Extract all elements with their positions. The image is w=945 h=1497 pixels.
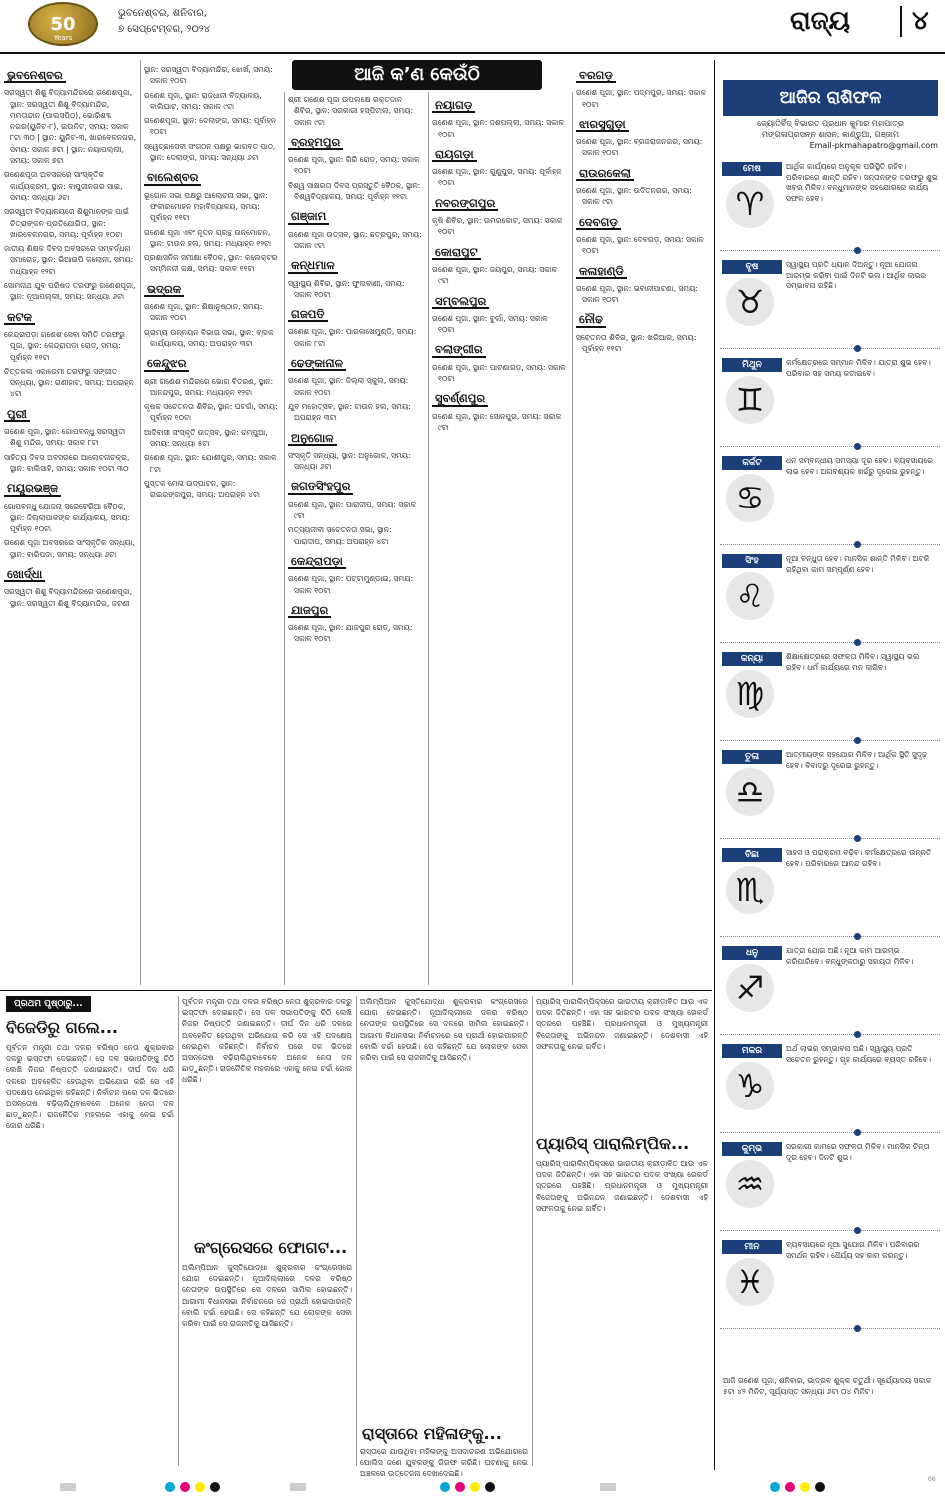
event-item: କେନ୍ଦ୍ରାପଡ଼ା ଗଣେଶ ସେବା ସମିତି ତରଫରୁ ପୂଜା, ସ୍ଥାନ: କେନ୍ଦ୍ରାପଡ଼ା ରୋଡ୍, ସମୟ: ପୂର୍ବାହ୍ନ ୧୧ଟା	[4, 329, 125, 362]
header-date: ୭ ସେପ୍ଟେମ୍ବର, ୨୦୨୪	[118, 24, 211, 35]
logo-years-sub: Years	[53, 34, 73, 42]
event-item: ଗଣେଶ ପୂଜା, ସ୍ଥାନ: ପାରାଦୀପ, ସମୟ: ସକାଳ ୯ଟା	[288, 499, 417, 521]
event-item: ଜାତୀୟ ଶିକ୍ଷକ ଦିବସ ଅବସରରେ ସମ୍ବର୍ଦ୍ଧନା ସମାରୋହ, ସ୍ଥାନ: ଭିଆଇପି କଲୋନୀ, ସମୟ: ମଧ୍ୟାହ୍ନ ୧୨ଟା	[4, 244, 134, 276]
zodiac-separator	[720, 544, 940, 545]
header-rule	[0, 52, 945, 54]
register-dot	[800, 1482, 810, 1492]
rashiphala-title: ଆଜିର ରାଶିଫଳ	[723, 80, 938, 116]
zodiac-separator	[720, 1230, 940, 1231]
story-headline[interactable]: ପ୍ୟାରିସ୍‌ ପାରାଲିମ୍ପିକ...	[536, 1134, 690, 1153]
zodiac-separator	[720, 838, 940, 839]
city-heading: କଟକ	[4, 312, 35, 325]
zodiac-entry	[720, 652, 940, 742]
astrologer-name: ଜ୍ୟୋତିର୍ବିଦ୍‌ ବିଭାରତ ପ୍ରଧାନ କୁମାର ମହାପାତ୍ର	[757, 119, 904, 128]
continued-tag: ପ୍ରଥମ ପୃଷ୍ଠାରୁ...	[6, 996, 91, 1012]
event-item: ଗଣେଶ ପୂଜା ଏବଂ ନୂତନ ଗ୍ରନ୍ଥ ଉନ୍ମୋଚନ, ସ୍ଥାନ: ଟାଉନ ହଲ, ସମୟ: ମଧ୍ୟାହ୍ନ ୧୨ଟା	[144, 227, 272, 248]
events-column	[576, 64, 710, 985]
city-heading: ଖୋର୍ଦ୍ଧା	[4, 569, 45, 582]
story-body: ଅଲିମ୍ପିଆନ କୁସ୍ତିଯୋଦ୍ଧା ଶୁକ୍ରବାର କଂଗ୍ରେସରେ ଯୋଗ ଦେଇଛନ୍ତି। ନୂଆଦିଲ୍ଲୀରେ ଦଳର ବରିଷ୍ଠ ନେତାଙ୍କ ଉପସ୍ଥିତିରେ ସେ ଦଳରେ ସାମିଲ ହୋଇଛନ୍ତି। ଆଗାମୀ ବିଧାନସଭା ନିର୍ବାଚନରେ ସେ ପ୍ରାର୍ଥୀ ହୋଇପାରନ୍ତି ବୋଲି ଚର୍ଚ୍ଚା ହେଉଛି। ସେ କହିଛନ୍ତି ଯେ ଲୋକଙ୍କ ସେବା କରିବା ପାଇଁ ସେ ରାଜନୀତିକୁ ଆସିଛନ୍ତି।	[182, 1263, 352, 1329]
register-dot	[485, 1482, 495, 1492]
city-heading: ବରଗଡ଼	[576, 70, 616, 83]
zodiac-entry	[720, 554, 940, 644]
zodiac-entry	[720, 358, 940, 448]
city-heading: ରାୟଗଡ଼ା	[432, 149, 477, 162]
twins-icon: ♊	[726, 376, 774, 424]
event-item: କୃଷି ଶିବିର, ସ୍ଥାନ: ଉମରକୋଟ, ସମୟ: ସକାଳ ୧୦ଟା	[432, 216, 563, 237]
column-divider	[572, 92, 573, 985]
events-banner: ଆଜି କ’ଣ କେଉଁଠି	[292, 60, 542, 90]
city-heading: କୋରାପୁଟ	[432, 247, 481, 260]
almanac-note: ଆଜି ଗଣେଶ ପୂଜା, ଶନିବାର, ଭାଦ୍ରବ ଶୁକ୍ଳ ଚତୁର୍ଥୀ। ସୂର୍ଯ୍ୟୋଦୟ ସକାଳ ୫ଟା ୪୨ ମିନିଟ, ସୂର୍ଯ୍ୟାସ୍ତ ସନ୍ଧ୍ୟା ୬ଟା ୦୪ ମିନିଟ।	[723, 1376, 932, 1396]
event-item: ସଂସ୍କୃତି ସନ୍ଧ୍ୟା, ସ୍ଥାନ: ଅନୁଗୋଳ, ସମୟ: ସନ୍ଧ୍ୟା ୬ଟା	[288, 450, 411, 472]
event-item: ସ୍ଥାନ: ସରସ୍ୱତୀ ବିଦ୍ୟାମନ୍ଦିର, ଝୋର୍ଖ, ସମୟ: ସକାଳ ୧୦ଟା	[144, 65, 273, 86]
event-item: ଯୁବ ମହୋତ୍ସବ, ସ୍ଥାନ: ଟାଉନ ହଲ, ସମୟ: ଅପରାହ୍ନ ୩ଟା	[288, 401, 411, 423]
astrologer-email[interactable]: Email-pkmahapatro@gmail.com	[809, 141, 938, 150]
zodiac-name: ତୁଳା	[722, 750, 782, 764]
zodiac-separator	[720, 936, 940, 937]
register-dot	[195, 1482, 205, 1492]
events-column	[4, 64, 138, 985]
city-heading: ଯାଜପୁର	[288, 605, 331, 618]
zodiac-prediction: ନୂଆ ବନ୍ଧୁତା ହେବ। ମାନସିକ ଶାନ୍ତି ମିଳିବ। ଅଟକି ରହିଥିବା କାମ ସମ୍ପୂର୍ଣ୍ଣ ହେବ।	[786, 554, 930, 574]
scales-icon: ♎	[726, 768, 774, 816]
zodiac-separator	[720, 1132, 940, 1133]
zodiac-name: କର୍କଟ	[722, 456, 782, 470]
city-heading: ଭଦ୍ରକ	[144, 284, 184, 297]
event-item: ଗଣେଶ ପୂଜା, ସ୍ଥାନ: ବ୍ରଜରାଜନଗର, ସମୟ: ସକାଳ ୧୦ଟା	[576, 137, 703, 158]
event-item: ଗଣେଶ ପୂଜା, ସ୍ଥାନ: ଉଦିତନଗର, ସମୟ: ସକାଳ ୯ଟା	[576, 186, 692, 207]
event-item: ଶ୍ରୀ ଗଣେଶ ମନ୍ଦିରରେ ଭୋଗ ବିତରଣ, ସ୍ଥାନ: ଆନନ୍ଦପୁର, ସମୟ: ମଧ୍ୟାହ୍ନ ୧୨ଟା	[144, 376, 274, 397]
events-column	[144, 64, 278, 985]
event-item: ଗଣେଶ ପୂଜା, ସ୍ଥାନ: ଯାଜପୁର ରୋଡ୍, ସମୟ: ସକାଳ ୧୦ଟା	[288, 623, 413, 644]
zodiac-entry	[720, 1142, 940, 1232]
event-item: ସୋମନାଥ ଯୁବ ପରିଷଦ ତରଫରୁ ଗଣେଶପୂଜା, ସ୍ଥାନ: ନୂଆପଲ୍ଲୀ, ସମୟ: ସନ୍ଧ୍ୟା ୬ଟା	[4, 281, 136, 302]
event-item: ଗଣେଶ ପୂଜା, ସ୍ଥାନ: ବୁର୍ଲା, ସମୟ: ସକାଳ ୧୦ଟା	[432, 313, 548, 335]
event-item: ଗଣେଶ ପୂଜା, ସ୍ଥାନ: ଯୋଶୀପୁର, ସମୟ: ସକାଳ ୮ଟା	[144, 453, 277, 474]
water-bearer-icon: ♒	[726, 1160, 774, 1208]
city-heading: କେନ୍ଦୁଝର	[144, 358, 189, 371]
event-item: ଗଣେଶ ପୂଜା, ସ୍ଥାନ: ଗିରି ରୋଡ଼, ସମୟ: ସକାଳ ୧୦ଟା	[288, 155, 420, 176]
city-heading: ମୟୂରଭଞ୍ଜ	[4, 483, 61, 496]
archer-icon: ♐	[726, 964, 774, 1012]
separator-dot	[854, 1129, 861, 1136]
zodiac-entry	[720, 1044, 940, 1134]
bull-icon: ♉	[726, 278, 774, 326]
event-item: ଗଣେଶ ପୂଜା, ସ୍ଥାନ: ଗୋପବନ୍ଧୁ ସରସ୍ୱତୀ ଶିଶୁ ମନ୍ଦିର, ସମୟ: ସକାଳ ୮ଟା	[4, 427, 126, 448]
register-dot	[440, 1482, 450, 1492]
city-heading: ସୁବର୍ଣ୍ଣପୁର	[432, 393, 488, 406]
city-heading: ଢେଙ୍କାନାଳ	[288, 358, 346, 371]
page-number: ୪	[900, 6, 929, 37]
zodiac-prediction: ଅର୍ଥ ଲାଭର ସମ୍ଭାବନା ଅଛି। ସ୍ୱାସ୍ଥ୍ୟ ପ୍ରତି ସଚେତନ ରୁହନ୍ତୁ। ଗୃହ କାର୍ଯ୍ୟରେ ବ୍ୟସ୍ତ ରହିବେ।	[786, 1044, 932, 1064]
zodiac-entry	[720, 456, 940, 546]
event-item: ସରସ୍ୱତୀ ଶିଶୁ ବିଦ୍ୟାମନ୍ଦିରରେ ଗଣେଶପୂଜା, ସ୍ଥାନ: ସରସ୍ୱତୀ ଶିଶୁ ବିଦ୍ୟାମନ୍ଦିର, ମମତାନ୍ଦାନ (ପାଲସପିଠ), ଭୋରିଶବ୍ଦ ନଗର(ୟୁନିଟ-୮), ଇଉନିଟ, ସମୟ: ସକାଳ ୮ଟା ୩୦ | ସ୍ଥାନ: ୟୁନିଟ-୩, ଖାରବେଳନଗର, ସମୟ: ସକାଳ ୭ଟା | ସ୍ଥାନ: ନୟାପଲ୍ଲୀ, ସମୟ: ସକାଳ ୭ଟା	[4, 88, 137, 166]
masthead	[0, 0, 945, 50]
zodiac-prediction: ବ୍ୟବସାୟରେ ନୂଆ ସୁଯୋଗ ମିଳିବ। ପରିବାରର ସମର୍ଥନ ରହିବ। ଧୈର୍ଯ୍ୟ ସହ କାମ କରନ୍ତୁ।	[786, 1240, 920, 1260]
column-divider	[284, 92, 285, 985]
zodiac-prediction: ଆର୍ଥିକ କାର୍ଯ୍ୟରେ ଅନୁକୂଳ ପରିସ୍ଥିତି ରହିବ। ପରିବାରରେ ଶାନ୍ତି ରହିବ। ସନ୍ତାନଙ୍କ ତରଫରୁ ଶୁଭ ଖବର ମିଳିବ। ବନ୍ଧୁମାନଙ୍କ ସହଯୋଗରେ କାର୍ଯ୍ୟ ସଫଳ ହେବ।	[786, 162, 938, 203]
event-item: ଆଦିବାସୀ ସଂସ୍କୃତି ଉତ୍ସବ, ସ୍ଥାନ: ଚମ୍ପୁଆ, ସମୟ: ସନ୍ଧ୍ୟା ୫ଟା	[144, 427, 268, 449]
event-item: ଗଣେଶପୂଜା ଅବସରରେ ସାଂସ୍କୃତିକ କାର୍ଯ୍ୟକ୍ରମ, ସ୍ଥାନ: ବାପୁଜୀନଗର ସାଇ, ସମୟ: ସନ୍ଧ୍ୟା ୬ଟା	[4, 170, 123, 202]
zodiac-entry	[720, 260, 940, 350]
city-heading: ରାଉରକେଲା	[576, 168, 634, 181]
zodiac-entry	[720, 162, 940, 252]
separator-dot	[854, 541, 861, 548]
zodiac-name: ଧନୁ	[722, 946, 782, 960]
event-item: ସରସ୍ୱତୀ ଶିଶୁ ବିଦ୍ୟାମନ୍ଦିରରେ ଗଣେଶପୂଜା, ସ୍ଥାନ: ସରସ୍ୱତୀ ଶିଶୁ ବିଦ୍ୟାମନ୍ଦିର, ଜଟଣୀ	[4, 587, 133, 608]
event-item: ଗଣେଶପୂଜା, ସ୍ଥାନ: ଦେଲାଙ୍ଗ, ସମୟ: ପୂର୍ବାହ୍ନ ୧୦ଟା	[144, 116, 277, 137]
crab-icon: ♋	[726, 474, 774, 522]
column-divider	[356, 996, 357, 1466]
zodiac-entry	[720, 750, 940, 840]
event-item: ଗଣେଶ ପୂଜା, ସ୍ଥାନ: ପଦ୍ମପୁର, ସମୟ: ସକାଳ ୧୦ଟା	[576, 88, 707, 109]
event-item: ସରସ୍ୱତୀ ବିଦ୍ୟାଳୟରେ ଶିଶୁମାନଙ୍କ ପାଇଁ ଚିତ୍ରାଙ୍କନ ପ୍ରତିଯୋଗିତା, ସ୍ଥାନ: ଖାରବେଳନଗର, ସମୟ: ପୂର୍ବାହ୍ନ ୧୦ଟା	[4, 207, 129, 239]
event-item: ଶ୍ରୀ ଗଣେଶ ପୂଜା ଉପଲକ୍ଷେ ରକ୍ତଦାନ ଶିବିର, ସ୍ଥାନ: ସରକାରୀ ହସ୍ପିଟାଲ, ସମୟ: ସକାଳ ୯ଟା	[288, 95, 414, 127]
zodiac-entry	[720, 1240, 940, 1330]
story-body: ପ୍ୟାରିସ୍‌ ପାରାଲିମ୍ପିକ୍ସରେ ଭାରତୀୟ କ୍ରୀଡ଼ାବିତ ଆଉ ଏକ ପଦକ ଜିତିଛନ୍ତି। ଏହା ସହ ଭାରତର ପଦକ ସଂଖ୍ୟା ରେକର୍ଡ ସ୍ତରରେ ପହଞ୍ଚିଛି। ପ୍ରଧାନମନ୍ତ୍ରୀ ଓ ମୁଖ୍ୟମନ୍ତ୍ରୀ ବିଜେତାଙ୍କୁ ଅଭିନନ୍ଦନ ଜଣାଇଛନ୍ତି। ଦେଶବାସୀ ଏହି ସଫଳତାକୁ ନେଇ ଗର୍ବିତ।	[536, 1159, 708, 1213]
event-item: ଗଣେଶ ପୂଜା, ସ୍ଥାନ: ଜୟପୁର, ସମୟ: ସକାଳ ୯ଟା	[432, 264, 558, 286]
column-divider	[532, 996, 533, 1466]
register-dot	[470, 1482, 480, 1492]
story-body: ପ୍ୟାରିସ୍‌ ପାରାଲିମ୍ପିକ୍ସରେ ଭାରତୀୟ କ୍ରୀଡ଼ାବିତ ଆଉ ଏକ ପଦକ ଜିତିଛନ୍ତି। ଏହା ସହ ଭାରତର ପଦକ ସଂଖ୍ୟା ରେକର୍ଡ ସ୍ତରରେ ପହଞ୍ଚିଛି। ପ୍ରଧାନମନ୍ତ୍ରୀ ଓ ମୁଖ୍ୟମନ୍ତ୍ରୀ ବିଜେତାଙ୍କୁ ଅଭିନନ୍ଦନ ଜଣାଇଛନ୍ତି। ଦେଶବାସୀ ଏହି ସଫଳତାକୁ ନେଇ ଗର୍ବିତ।	[536, 997, 708, 1051]
logo-years: 50	[50, 14, 76, 35]
separator-dot	[854, 835, 861, 842]
maiden-icon: ♍	[726, 670, 774, 718]
event-item: ଭୂଗୋଳ ସଭା ପକ୍ଷରୁ ଆଲୋଚନା ସଭା, ସ୍ଥାନ: ଫକୀରମୋହନ ମହାବିଦ୍ୟାଳୟ, ସମୟ: ପୂର୍ବାହ୍ନ ୧୧ଟା	[144, 190, 268, 223]
city-heading: ଭୁବନେଶ୍ବର	[4, 70, 66, 83]
event-item: ଗଣେଶ ପୂଜା ଅବସରରେ ସାଂସ୍କୃତିକ ସନ୍ଧ୍ୟା, ସ୍ଥାନ: ବାରିପଦା, ସମୟ: ସନ୍ଧ୍ୟା ୬ଟା	[4, 538, 135, 559]
zodiac-prediction: ଯାତ୍ରା ଯୋଗ ଅଛି। ନୂଆ କାମ ଆରମ୍ଭ କରିପାରିବେ। ବନ୍ଧୁଙ୍କଠାରୁ ସହାୟତା ମିଳିବ।	[786, 946, 914, 966]
event-item: ଗଣେଶ ପୂଜା, ସ୍ଥାନ: ପାରଳାଖେମୁଣ୍ଡି, ସମୟ: ସକାଳ ୮ଟା	[288, 327, 417, 348]
zodiac-prediction: ଶିକ୍ଷାକ୍ଷେତ୍ରରେ ସଫଳତା ମିଳିବ। ସ୍ୱାସ୍ଥ୍ୟ ଭଲ ରହିବ। ଧର୍ମ କାର୍ଯ୍ୟରେ ମନ ଲାଗିବ।	[786, 652, 920, 672]
header-city-day: ଭୁବନେଶ୍ବର, ଶନିବାର,	[118, 8, 207, 19]
separator-dot	[854, 1031, 861, 1038]
city-heading: ବାଲେଶ୍ବର	[144, 172, 201, 185]
story-body: ରାସ୍ତାରେ ଯାଉଥିବା ମହିଳାଙ୍କୁ ଅସଦାଚରଣ ଅଭିଯୋଗରେ ପୋଲିସ ଜଣେ ଯୁବକଙ୍କୁ ଗିରଫ କରିଛି। ଘଟଣାକୁ ନେଇ ଅଞ୍ଚଳରେ ଉତ୍ତେଜନା ଦେଖାଦେଇଛି।	[360, 1447, 528, 1479]
zodiac-name: ମିଥୁନ	[722, 358, 782, 372]
separator-dot	[854, 737, 861, 744]
events-column	[288, 94, 422, 985]
column-divider	[178, 996, 179, 1466]
event-item: ଚିତ୍ତକଳା ଏକାଡେମୀ ତରଫରୁ ସଙ୍ଗୀତ ସନ୍ଧ୍ୟା, ସ୍ଥାନ: ରାଣୀହାଟ, ସମୟ: ଅପରାହ୍ନ ୪ଟା	[4, 366, 134, 399]
zodiac-name: ବୃଷ	[722, 260, 782, 274]
zodiac-name: କନ୍ୟା	[722, 652, 782, 666]
event-item: ଗଣେଶ ପୂଜା, ସ୍ଥାନ: ଶିକ୍ଷାନୁଷ୍ଠାନ, ସମୟ: ସକାଳ ୧୦ଟା	[144, 302, 263, 323]
register-dot	[770, 1482, 780, 1492]
event-item: ଗଣେଶ ପୂଜା, ସ୍ଥାନ: ଜିଲ୍ଲା ସ୍କୁଲ, ସମୟ: ସକାଳ ୧୦ଟା	[288, 376, 409, 397]
zodiac-separator	[720, 348, 940, 349]
event-item: ଗ୍ରାମ୍ୟ ଉନ୍ନୟନ ବିଭାଗ ସଭା, ସ୍ଥାନ: ବ୍ଲକ କାର୍ଯ୍ୟାଳୟ, ସମୟ: ଅପରାହ୍ନ ୩ଟା	[144, 327, 274, 348]
event-item: ଗଣେଶ ପୂଜା, ସ୍ଥାନ: ପାଟଣାଗଡ଼, ସମୟ: ସକାଳ ୧୦ଟା	[432, 362, 566, 384]
zodiac-name: ମକର	[722, 1044, 782, 1058]
astrologer-address: ମଙ୍ଗଳାପ୍ରସନ୍ନ ଶାସନ, କାଣ୍ଡୁଆ, ଗଞ୍ଜାମ	[762, 130, 899, 139]
anniversary-logo	[28, 2, 98, 46]
event-item: ସ୍ୱେଚ୍ଛାସେବୀ ସଂଗଠନ ପକ୍ଷରୁ ଭାଗବତ ପାଠ, ସ୍ଥାନ: ଦେଲାଙ୍ଗ, ସମୟ: ସନ୍ଧ୍ୟା ୬ଟା	[144, 141, 276, 163]
fish-icon: ♓	[726, 1258, 774, 1306]
register-dot	[785, 1482, 795, 1492]
zodiac-name: ବିଛା	[722, 848, 782, 862]
event-item: ଗଣେଶ ପୂଜା, ସ୍ଥାନ: ଗୁଣୁପୁର, ସମୟ: ପୂର୍ବାହ୍ନ ୧୦ଟା	[432, 167, 562, 188]
register-dot	[165, 1482, 175, 1492]
zodiac-separator	[720, 446, 940, 447]
zodiac-prediction: କର୍ମକ୍ଷେତ୍ରରେ ସମ୍ମାନ ମିଳିବ। ଯାତ୍ରା ଶୁଭ ହେବ। ପରିବାର ସହ ସମୟ କଟାଇବେ।	[786, 358, 931, 378]
goat-icon: ♑	[726, 1062, 774, 1110]
event-item: ଗୋପବନ୍ଧୁ ଯୋଜନା ସରେଟେରିଆ ବୈଠକ, ସ୍ଥାନ: ଜିଲ୍ଲାପାଳଙ୍କ କାର୍ଯ୍ୟାଳୟ, ସମୟ: ପୂର୍ବାହ୍ନ ୧୦ଟା	[4, 501, 131, 534]
event-item: ଗଣେଶ ପୂଜା, ସ୍ଥାନ: ଦେବଗଡ଼, ସମୟ: ସକାଳ ୧୦ଟା	[576, 234, 704, 256]
events-column	[432, 94, 566, 985]
print-mark	[600, 1483, 616, 1491]
zodiac-prediction: ଆତ୍ମୀୟଙ୍କ ସହଯୋଗ ମିଳିବ। ଆର୍ଥିକ ସ୍ଥିତି ସୁଦୃଢ଼ ହେବ। ବିବାଦରୁ ଦୂରେଇ ରୁହନ୍ତୁ।	[786, 750, 928, 770]
city-heading: ଗଜପତି	[288, 309, 328, 322]
rashiphala-divider	[714, 60, 715, 1470]
city-heading: ବଲାଙ୍ଗୀର	[432, 344, 486, 357]
zodiac-name: ମୀନ	[722, 1240, 782, 1254]
separator-dot	[854, 345, 861, 352]
zodiac-name: ମେଷ	[722, 162, 782, 176]
zodiac-prediction: ସ୍ୱାସ୍ଥ୍ୟ ପ୍ରତି ଧ୍ୟାନ ଦିଅନ୍ତୁ। ନୂଆ ଯୋଜନା ଆରମ୍ଭ କରିବା ପାଇଁ ଦିନଟି ଭଲ। ଆର୍ଥିକ ଲାଭର ସମ୍ଭାବନା ରହିଛି।	[786, 260, 927, 290]
scorpion-icon: ♏	[726, 866, 774, 914]
register-dot	[455, 1482, 465, 1492]
zodiac-name: କୁମ୍ଭ	[722, 1142, 782, 1156]
register-dot	[815, 1482, 825, 1492]
register-dot	[210, 1482, 220, 1492]
city-heading: ଝାରସୁଗୁଡ଼ା	[576, 119, 629, 132]
section-rule	[0, 990, 712, 991]
zodiac-entry	[720, 946, 940, 1036]
separator-dot	[854, 443, 861, 450]
event-item: ସ୍ୱାସ୍ଥ୍ୟ ଶିବିର, ସ୍ଥାନ: ଫୁଲବାଣୀ, ସମୟ: ସକାଳ ୧୦ଟା	[288, 278, 405, 299]
separator-dot	[854, 639, 861, 646]
separator-dot	[854, 1325, 861, 1332]
event-item: ଗଣେଶ ପୂଜା, ସ୍ଥାନ: ରାଜଧାନୀ ବିଦ୍ୟାଳୟ, ବାଲିଘାଟ, ସମୟ: ସକାଳ ୯ଟା	[144, 90, 262, 111]
zodiac-name: ସିଂହ	[722, 554, 782, 568]
ram-icon: ♈	[726, 180, 774, 228]
event-item: ଗଣେଶ ପୂଜା, ସ୍ଥାନ: ଦଶପଲ୍ଲା, ସମୟ: ସକାଳ ୧୦ଟା	[432, 118, 565, 139]
zodiac-separator	[720, 1034, 940, 1035]
story-body: ପୂର୍ବତନ ମନ୍ତ୍ରୀ ତଥା ଦଳର ବରିଷ୍ଠ ନେତା ଶୁକ୍ରବାର ଦଳରୁ ଇସ୍ତଫା ଦେଇଛନ୍ତି। ସେ ଦଳ ସଭାପତିଙ୍କୁ ଚିଠି ଲେଖି ନିଜର ନିଷ୍ପତ୍ତି ଜଣାଇଛନ୍ତି। ଦୀର୍ଘ ଦିନ ଧରି ଦଳରେ ଅବହେଳିତ ହେଉଥିବା ଅଭିଯୋଗ କରି ସେ ଏହି ପଦକ୍ଷେପ ନେଇଥିବା କହିଛନ୍ତି। ନିର୍ବାଚନ ପରେ ଦଳ ଭିତରେ ଅସନ୍ତୋଷ ବଢ଼ିଚାଲିଥିବାବେଳେ ଅନେକ ନେତା ଦଳ ଛାଡ଼ୁଛନ୍ତି। ରାଜନୈତିକ ମହଲରେ ଏହାକୁ ନେଇ ଚର୍ଚ୍ଚା ଜୋର ଧରିଛି।	[6, 1043, 174, 1131]
separator-dot	[854, 933, 861, 940]
zodiac-prediction: ସରକାରୀ କାମରେ ସଫଳତା ମିଳିବ। ମାନସିକ ଚିନ୍ତା ଦୂର ହେବ। ଦିନଟି ଶୁଭ।	[786, 1142, 930, 1162]
city-heading: ବ୍ରହ୍ମପୁର	[288, 137, 343, 150]
city-heading: ଗଞ୍ଜାମ	[288, 211, 329, 224]
city-heading: ନୌଢ	[576, 314, 606, 327]
event-item: ସାହିତ୍ୟ ଦିବସ ଅବସରରେ ଆଲୋଚନାଚକ୍ର, ସ୍ଥାନ: ବାଲିସାହି, ସମୟ: ସକାଳ ୧୦ଟା ୩୦	[4, 452, 130, 473]
city-heading: ଦେବଗଡ଼	[576, 217, 621, 230]
event-item: ପ୍ରଶାସନିକ ସମୀକ୍ଷା ବୈଠକ, ସ୍ଥାନ: କଲେକ୍ଟର ସମ୍ମିଳନୀ କକ୍ଷ, ସମୟ: ସକାଳ ୧୧ଟା	[144, 253, 278, 274]
column-divider	[140, 60, 141, 985]
astrologer-info	[723, 118, 938, 151]
section-title: ରାଜ୍ୟ	[790, 6, 851, 36]
story-headline[interactable]: ବିଜେଡିରୁ ଗଲେ...	[6, 1018, 118, 1037]
zodiac-separator	[720, 740, 940, 741]
event-item: ସଚେତନତା ଶିବିର, ସ୍ଥାନ: ଖରିଆର, ସମୟ: ପୂର୍ବାହ୍ନ ୧୧ଟା	[576, 332, 697, 354]
print-mark	[60, 1483, 76, 1491]
print-footer	[0, 1474, 945, 1497]
zodiac-prediction: ସାହସ ଓ ପରାକ୍ରମ ବଢ଼ିବ। କର୍ମକ୍ଷେତ୍ରରେ ଉନ୍ନତି ହେବ। ପରିବାରରେ ଆନନ୍ଦ ରହିବ।	[786, 848, 932, 868]
page-code: 06	[928, 1476, 936, 1483]
print-mark	[290, 1483, 306, 1491]
city-heading: ସମ୍ବଲପୁର	[432, 296, 489, 309]
story-body: ଅଲିମ୍ପିଆନ କୁସ୍ତିଯୋଦ୍ଧା ଶୁକ୍ରବାର କଂଗ୍ରେସରେ ଯୋଗ ଦେଇଛନ୍ତି। ନୂଆଦିଲ୍ଲୀରେ ଦଳର ବରିଷ୍ଠ ନେତାଙ୍କ ଉପସ୍ଥିତିରେ ସେ ଦଳରେ ସାମିଲ ହୋଇଛନ୍ତି। ଆଗାମୀ ବିଧାନସଭା ନିର୍ବାଚନରେ ସେ ପ୍ରାର୍ଥୀ ହୋଇପାରନ୍ତି ବୋଲି ଚର୍ଚ୍ଚା ହେଉଛି। ସେ କହିଛନ୍ତି ଯେ ଲୋକଙ୍କ ସେବା କରିବା ପାଇଁ ସେ ରାଜନୀତିକୁ ଆସିଛନ୍ତି।	[360, 997, 528, 1063]
event-item: ପୁସ୍ତକ ମେଳା ଉଦ୍‌ଘାଟନ, ସ୍ଥାନ: ରାଇରଙ୍ଗପୁର, ସମୟ: ଅପରାହ୍ନ ୪ଟା	[144, 478, 261, 500]
city-heading: ଅନୁଗୋଳ	[288, 433, 337, 446]
zodiac-separator	[720, 250, 940, 251]
column-divider	[428, 92, 429, 985]
zodiac-entry	[720, 848, 940, 938]
lion-icon: ♌	[726, 572, 774, 620]
city-heading: ନୟାଗଡ଼	[432, 100, 475, 113]
city-heading: କଳାହାଣ୍ଡି	[576, 266, 627, 279]
city-heading: କନ୍ଧମାଳ	[288, 260, 338, 273]
story-headline[interactable]: ରାସ୍ତାରେ ମହିଳାଙ୍କୁ...	[362, 1424, 502, 1443]
story-body: ପୂର୍ବତନ ମନ୍ତ୍ରୀ ତଥା ଦଳର ବରିଷ୍ଠ ନେତା ଶୁକ୍ରବାର ଦଳରୁ ଇସ୍ତଫା ଦେଇଛନ୍ତି। ସେ ଦଳ ସଭାପତିଙ୍କୁ ଚିଠି ଲେଖି ନିଜର ନିଷ୍ପତ୍ତି ଜଣାଇଛନ୍ତି। ଦୀର୍ଘ ଦିନ ଧରି ଦଳରେ ଅବହେଳିତ ହେଉଥିବା ଅଭିଯୋଗ କରି ସେ ଏହି ପଦକ୍ଷେପ ନେଇଥିବା କହିଛନ୍ତି। ନିର୍ବାଚନ ପରେ ଦଳ ଭିତରେ ଅସନ୍ତୋଷ ବଢ଼ିଚାଲିଥିବାବେଳେ ଅନେକ ନେତା ଦଳ ଛାଡ଼ୁଛନ୍ତି। ରାଜନୈତିକ ମହଲରେ ଏହାକୁ ନେଇ ଚର୍ଚ୍ଚା ଜୋର ଧରିଛି।	[182, 997, 352, 1085]
story-headline[interactable]: କଂଗ୍ରେସରେ ଫୋଗଟ...	[194, 1238, 348, 1257]
city-heading: ପୁରୀ	[4, 409, 30, 422]
city-heading: ଜଗତସିଂହପୁର	[288, 481, 353, 494]
register-dot	[180, 1482, 190, 1492]
event-item: ଗଣେଶ ପୂଜା, ସ୍ଥାନ: ସୋନପୁର, ସମୟ: ସକାଳ ୯ଟା	[432, 411, 562, 432]
separator-dot	[854, 247, 861, 254]
event-item: ବିଶ୍ୱ ସାକ୍ଷରତା ଦିବସ ପ୍ରସ୍ତୁତି ବୈଠକ, ସ୍ଥାନ: ବିଶ୍ୱବିଦ୍ୟାଳୟ, ସମୟ: ପୂର୍ବାହ୍ନ ୧୧ଟା	[288, 180, 421, 202]
event-item: ଗଣେଶ ପୂଜା ଉତ୍ସବ, ସ୍ଥାନ: ଛତ୍ରପୁର, ସମୟ: ସକାଳ ୯ଟା	[288, 229, 422, 250]
city-heading: କେନ୍ଦ୍ରାପଡ଼ା	[288, 556, 346, 569]
city-heading: ନବରଙ୍ଗପୁର	[432, 198, 498, 211]
separator-dot	[854, 1227, 861, 1234]
zodiac-separator	[720, 1328, 940, 1329]
event-item: ଗଣେଶ ପୂଜା, ସ୍ଥାନ: ଭବାନୀପାଟଣା, ସମୟ: ସକାଳ ୧୦ଟା	[576, 283, 698, 305]
zodiac-separator	[720, 642, 940, 643]
zodiac-prediction: ଧନ ସମ୍ବନ୍ଧୀୟ ସମସ୍ୟା ଦୂର ହେବ। ବ୍ୟବସାୟରେ ଲାଭ ହେବ। ଅନାବଶ୍ୟକ ଖର୍ଚ୍ଚରୁ ଦୂରେଇ ରୁହନ୍ତୁ।	[786, 456, 934, 476]
event-item: ମତ୍ସ୍ୟଜୀବୀ ସଚେତନତା ସଭା, ସ୍ଥାନ: ପାରାଦୀପ, ସମୟ: ଅପରାହ୍ନ ୪ଟା	[288, 525, 392, 546]
event-item: କୃଷକ ସଚେତନତା ଶିବିର, ସ୍ଥାନ: ଘଟଗାଁ, ସମୟ: ପୂର୍ବାହ୍ନ ୧୦ଟା	[144, 402, 278, 423]
event-item: ଗଣେଶ ପୂଜା, ସ୍ଥାନ: ପଟ୍ଟାମୁଣ୍ଡାଇ, ସମୟ: ସକାଳ ୧୦ଟା	[288, 574, 414, 595]
